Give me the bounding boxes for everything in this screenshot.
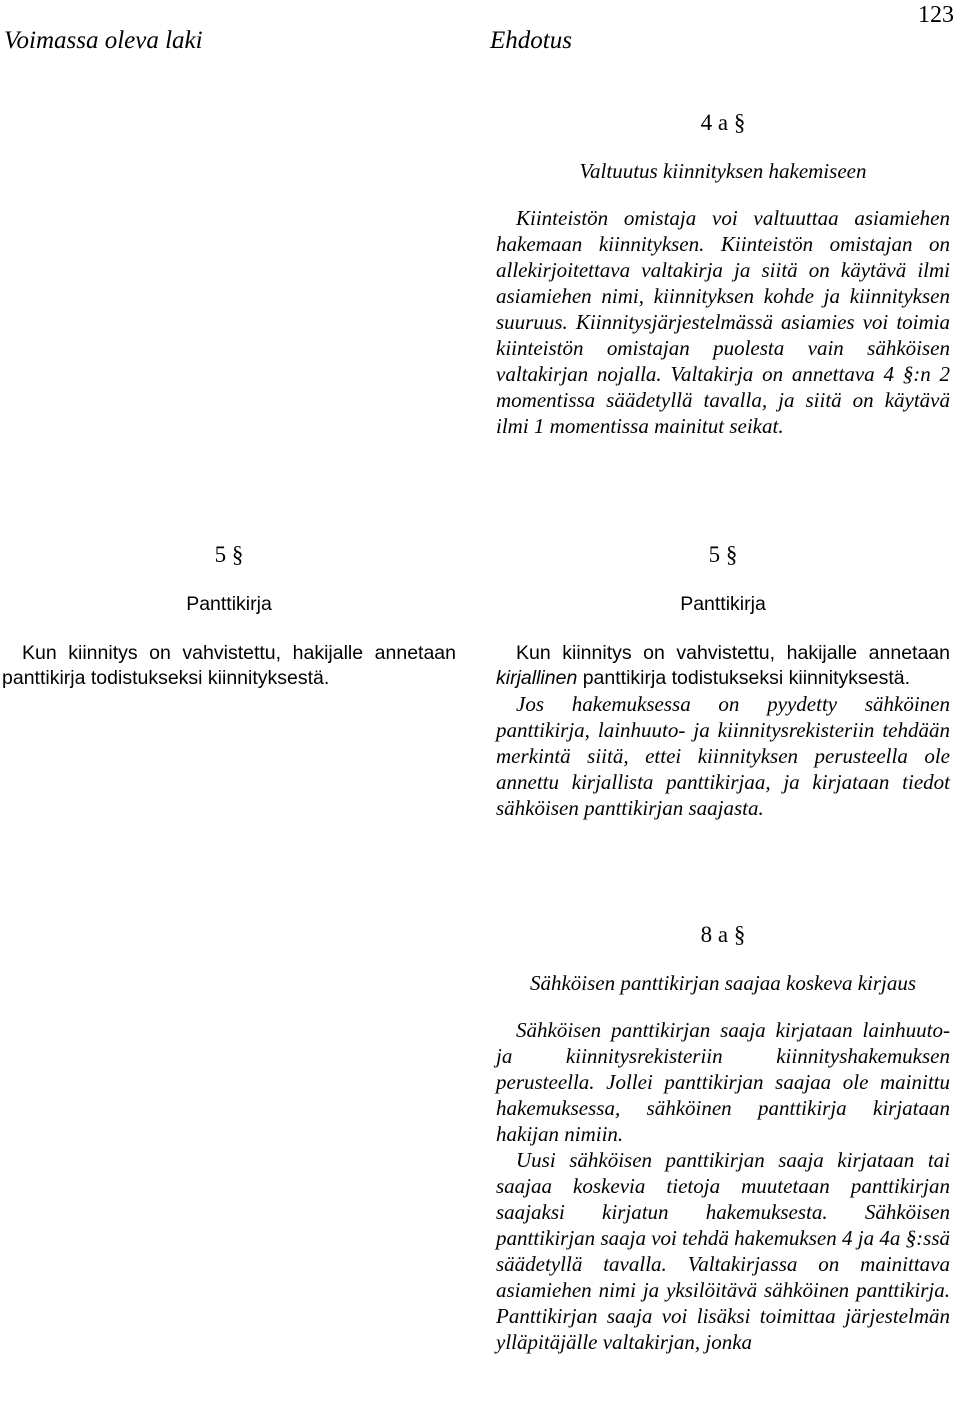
section-8a-paragraph-2: Uusi sähköisen panttikirjan saaja kirjataan tai saajaa koskevia tietoja muutetaan panttikirjan saajaksi kirjatun hakemuksesta. Sähköisen panttikirjan saaja voi tehdä hakemuksen 4 ja 4a §:ssä säädetyllä tavalla. Valtakirjassa on mainittava asiamiehen nimi ja yksilöitävä sähköinen panttikirja. Panttikirjan saaja voi lisäksi toimittaa järjestelmän ylläpitäjälle valtakirjan, jonka bbox=[496, 1148, 950, 1354]
section-5-proposed-title: Panttikirja bbox=[680, 593, 766, 615]
section-8a-title: Sähköisen panttikirjan saajaa koskeva kirjaus bbox=[529, 971, 917, 995]
section-5-proposed-paragraph-1 bbox=[496, 641, 950, 691]
section-4a-paragraph: Kiinteistön omistaja voi valtuuttaa asiamiehen hakemaan kiinnityksen. Kiinteistön omistajan on allekirjoitettava valtakirja ja siitä on käytävä ilmi asiamiehen nimi, kiinnityksen kohde ja kiinnityksen suuruus. Kiinnitysjärjestelmässä asiamies voi toimia kiinteistön omistajan puolesta vain sähköisen valtakirjan nojalla. Valtakirja on annettava 4 §:n 2 momentissa säädetyllä tavalla, ja siitä on käytävä ilmi 1 momentissa mainitut seikat. bbox=[496, 206, 950, 438]
section-5-current-title: Panttikirja bbox=[186, 593, 272, 615]
section-5-current-paragraph: Kun kiinnitys on vahvistettu, hakijalle annetaan panttikirja todistukseksi kiinnityksestä. bbox=[2, 642, 456, 689]
p1-end: panttikirja todistukseksi kiinnityksestä. bbox=[577, 667, 911, 689]
header-left-column-title: Voimassa oleva laki bbox=[4, 27, 203, 54]
section-5-proposed-heading: 5 § bbox=[708, 542, 738, 567]
page-number: 123 bbox=[918, 2, 954, 28]
p1-italic-word: kirjallinen bbox=[496, 667, 578, 689]
section-4a-title: Valtuutus kiinnityksen hakemiseen bbox=[579, 159, 867, 183]
section-4a-heading: 4 a § bbox=[700, 110, 746, 135]
section-4a bbox=[496, 108, 950, 439]
section-5-current bbox=[2, 540, 456, 691]
p1-start: Kun kiinnitys on vahvistettu, hakijalle annetaan bbox=[516, 642, 950, 664]
header-right-column-title: Ehdotus bbox=[490, 27, 572, 54]
section-5-proposed-paragraph-2: Jos hakemuksessa on pyydetty sähköinen panttikirja, lainhuuto- ja kiinnitysrekisteriin tehdään merkintä siitä, ettei kiinnityksen perusteella ole annettu kirjallista panttikirjaa, ja kirjataan tiedot sähköisen panttikirjan saajasta. bbox=[496, 692, 950, 820]
section-8a bbox=[496, 920, 950, 1355]
section-8a-paragraph-1: Sähköisen panttikirjan saaja kirjataan lainhuuto- ja kiinnitysrekisteriin kiinnityshakemuksen perusteella. Jollei panttikirjan saajaa ole mainittu hakemuksessa, sähköinen panttikirja kirjataan hakijan nimiin. bbox=[496, 1018, 950, 1146]
section-5-current-heading: 5 § bbox=[214, 542, 244, 567]
section-8a-heading: 8 a § bbox=[700, 922, 746, 947]
section-5-proposed bbox=[496, 540, 950, 821]
